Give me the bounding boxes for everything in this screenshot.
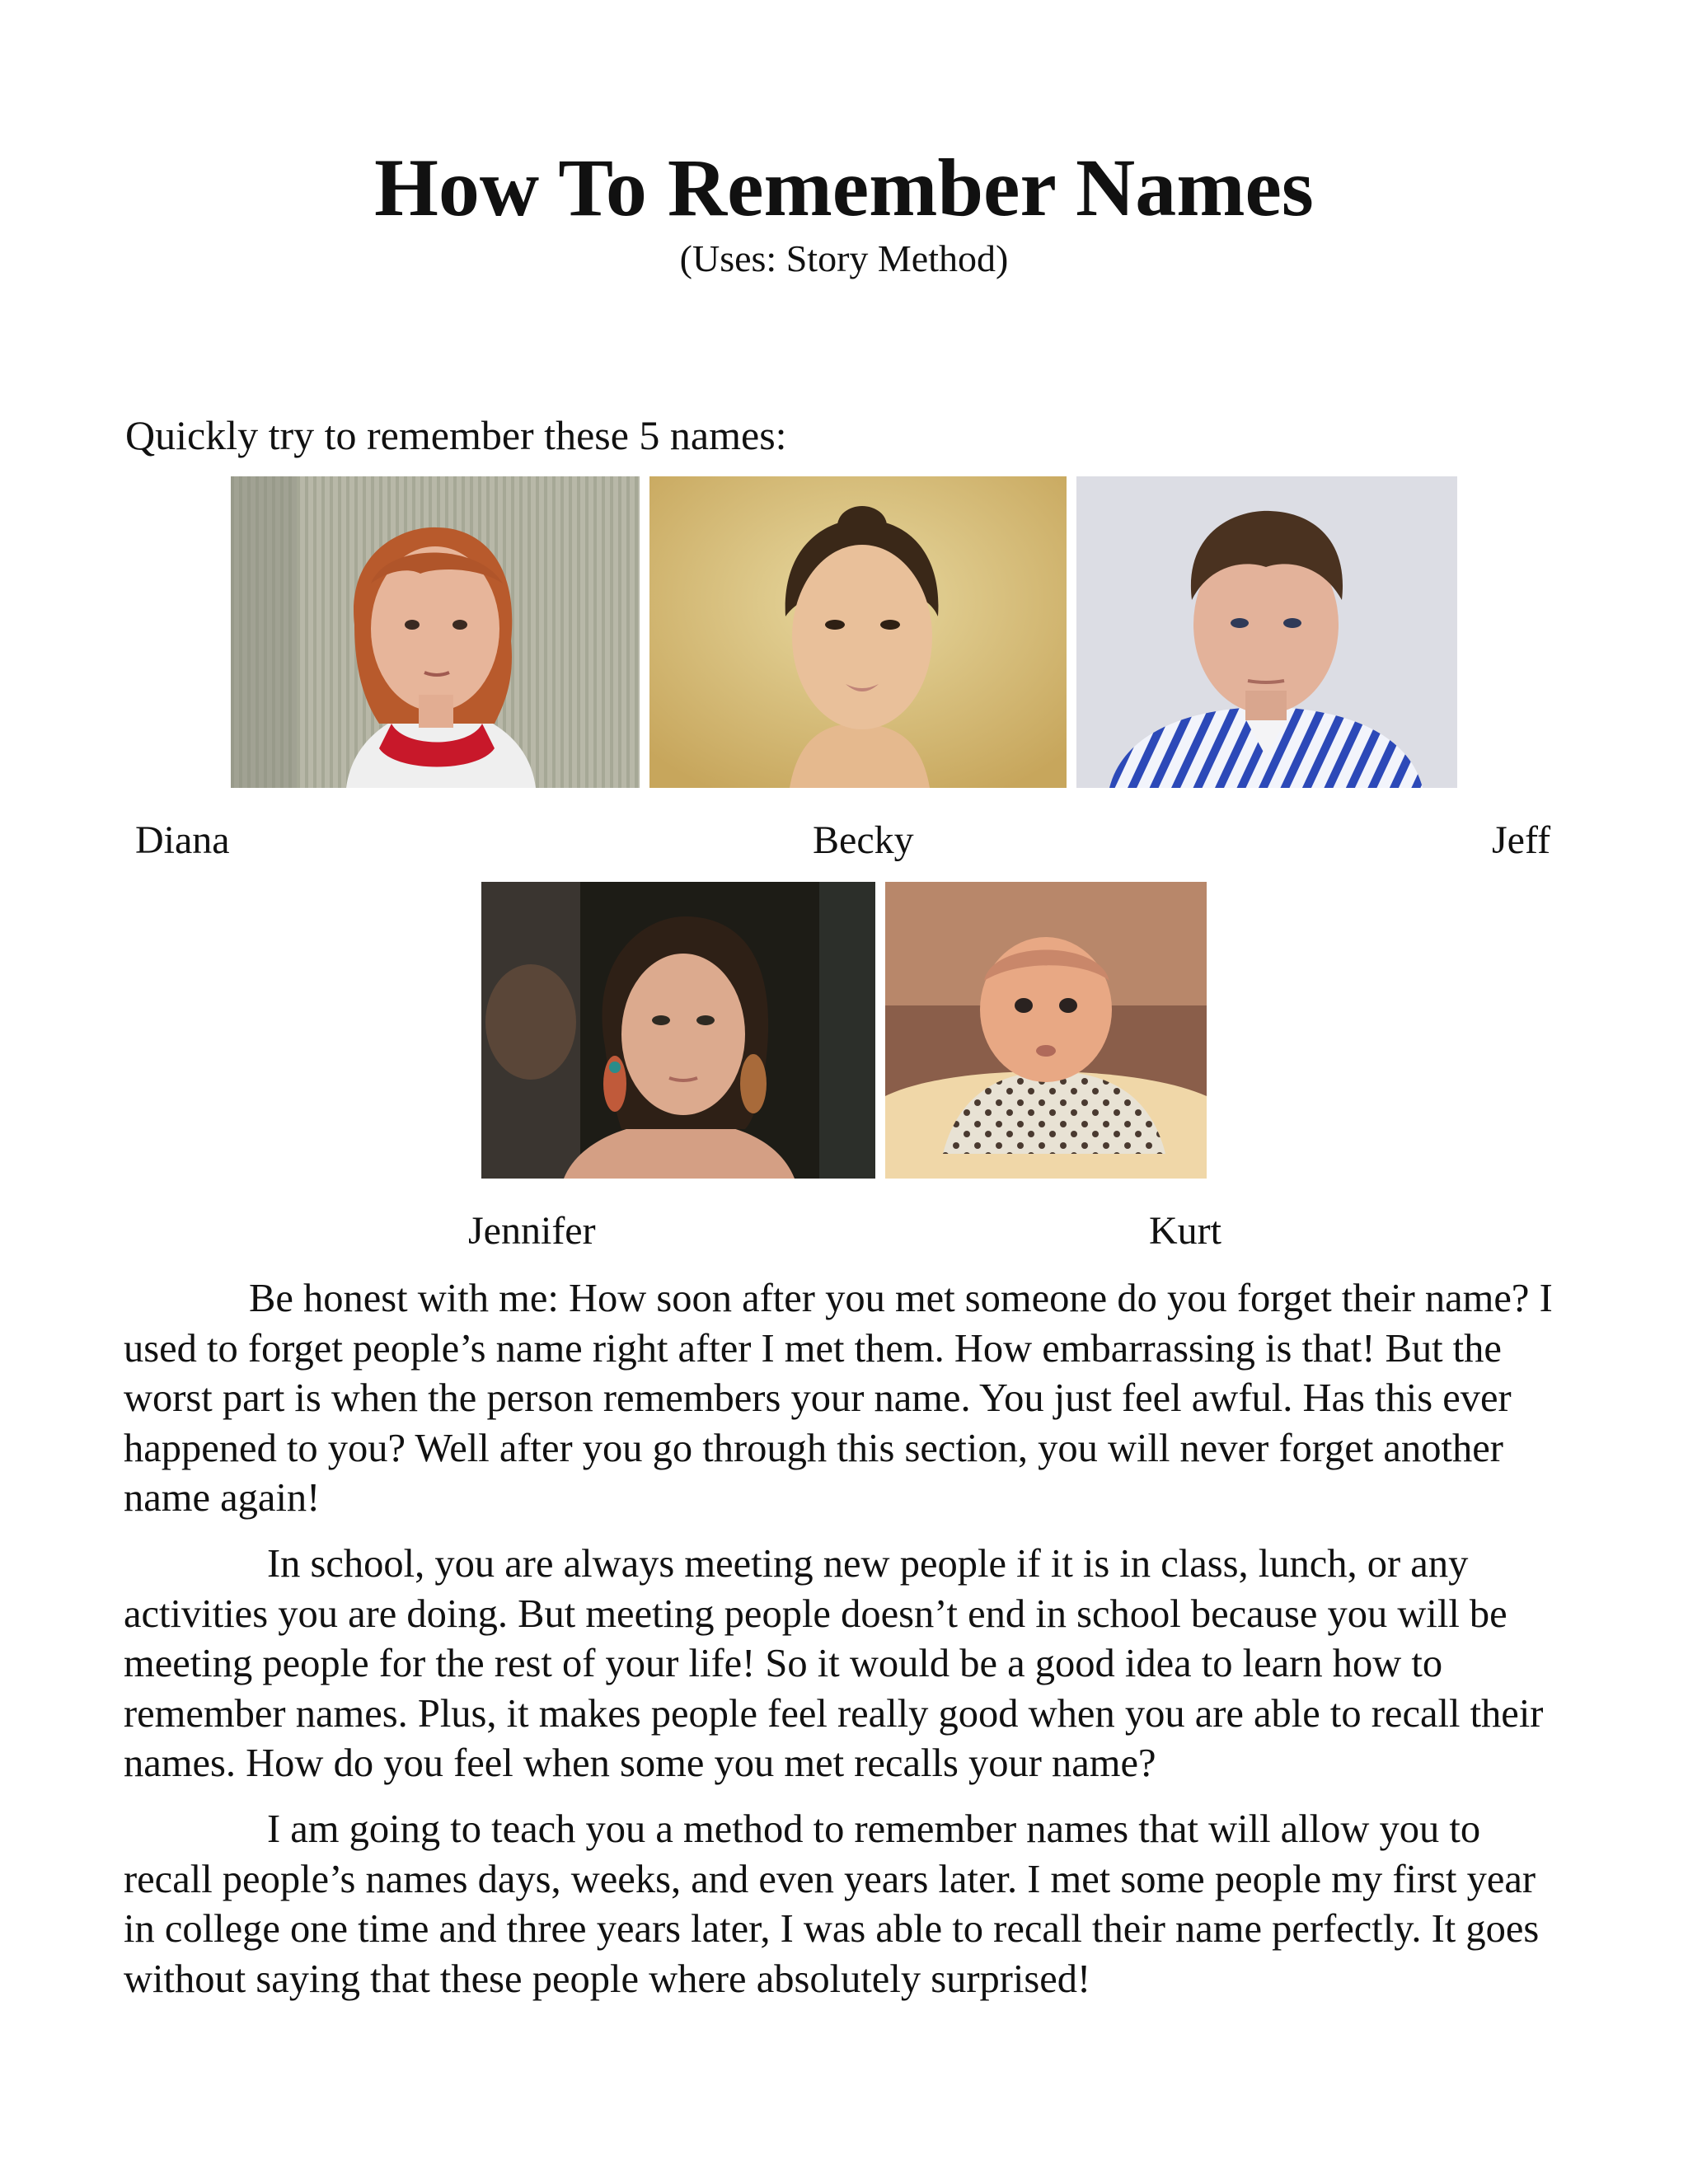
name-label-jeff: Jeff — [1492, 818, 1551, 862]
name-label-kurt: Kurt — [1149, 1209, 1221, 1253]
jeff-photo — [1076, 476, 1457, 788]
intro-text: Quickly try to remember these 5 names: — [125, 412, 787, 458]
kurt-photo — [885, 882, 1207, 1179]
jennifer-photo — [481, 882, 875, 1179]
paragraph-1: Be honest with me: How soon after you met someone do you forget their name? I used to forget people’s name right after I met them. How embarrassing is that! But the worst part is when the person remembers your name. You just feel awful. Has this ever happened to you? Well after you go through this section, you will never forget another name again! — [124, 1277, 1553, 1520]
paragraph-2: In school, you are always meeting new people if it is in class, lunch, or any activities you are doing. But meeting people doesn’t end in school because you will be meeting people for the rest of your life! So it would be a good idea to learn how to remember names. Plus, it makes people feel really good when you are able to recall their names. How do you feel when some you met recalls your name? — [124, 1542, 1544, 1785]
name-label-diana: Diana — [135, 818, 230, 862]
paragraph-3: I am going to teach you a method to remember names that will allow you to recall people’s names days, weeks, and even years later. I met some people my first year in college one time and three years later, I was able to recall their name perfectly. It goes without saying that these people where absolutely surprised! — [124, 1807, 1540, 2001]
name-label-becky: Becky — [813, 818, 914, 862]
becky-photo — [649, 476, 1067, 788]
page-subtitle: (Uses: Story Method) — [679, 237, 1009, 279]
page-title: How To Remember Names — [374, 142, 1314, 233]
diana-photo — [231, 476, 640, 788]
name-label-jennifer: Jennifer — [468, 1209, 596, 1253]
